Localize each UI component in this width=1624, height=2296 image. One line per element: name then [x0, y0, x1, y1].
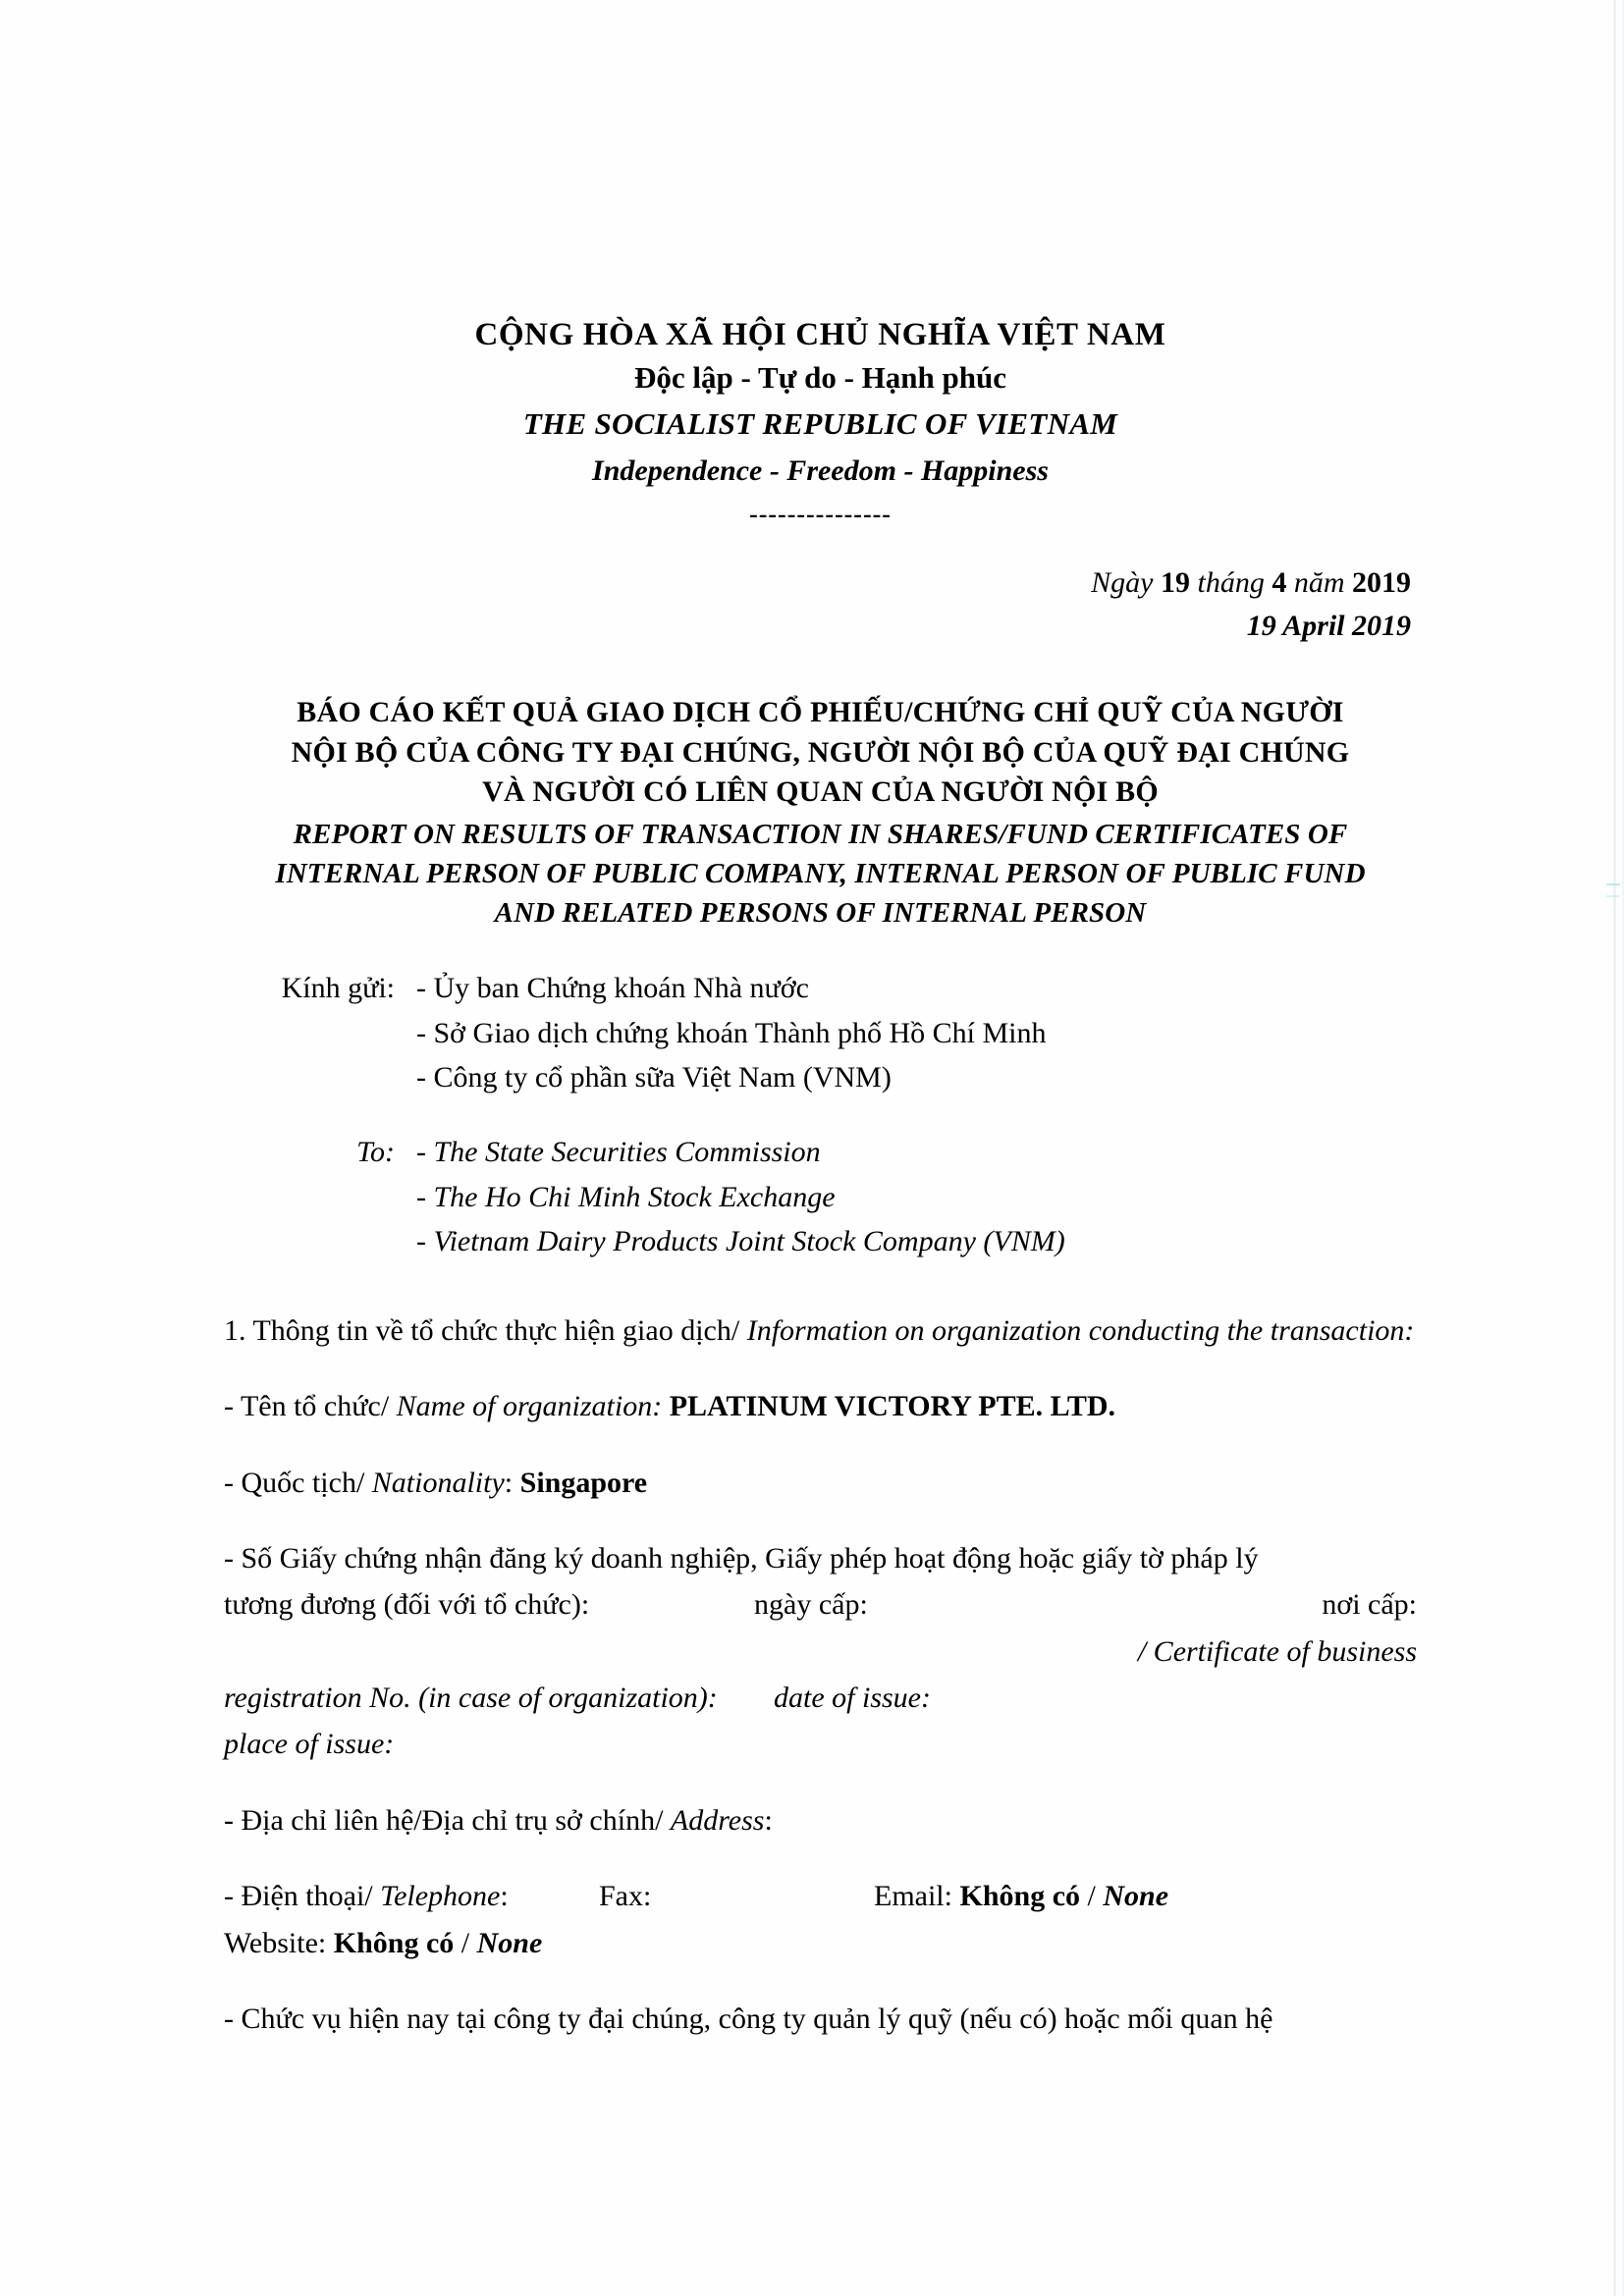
contact-row	[224, 1873, 1417, 1919]
address-colon: :	[764, 1803, 773, 1837]
recipient-item: - Vietnam Dairy Products Joint Stock Company (VNM)	[416, 1225, 1065, 1258]
current-position-line: - Chức vụ hiện nay tại công ty đại chúng, công ty quản lý quỹ (nếu có) hoặc mối quan hệ	[224, 2002, 1273, 2036]
telephone-colon: :	[500, 1880, 509, 1913]
organization-name-label-vietnamese: - Tên tổ chức/	[224, 1390, 397, 1423]
document-title-english: REPORT ON RESULTS OF TRANSACTION IN SHARES/FUND CERTIFICATES OF INTERNAL PERSON OF PUBLIC COMPANY, INTERNAL PERSON OF PUBLIC FUND AND RELATED PERSONS OF INTERNAL PERSON	[275, 819, 1366, 930]
registration-equivalent-label: tương đương (đối với tổ chức):	[224, 1588, 590, 1622]
website-row	[224, 1920, 1417, 1966]
registration-line-3	[224, 1629, 1417, 1675]
email-label: Email:	[874, 1880, 960, 1913]
email-value-vietnamese: Không có	[959, 1880, 1081, 1913]
organization-name-row	[224, 1383, 1417, 1429]
registration-number-label-english: registration No. (in case of organization):	[224, 1682, 718, 1715]
recipient-item: - The Ho Chi Minh Stock Exchange	[416, 1180, 836, 1213]
registration-line-5	[224, 1721, 1417, 1767]
certificate-of-business-label: / Certificate of business	[1137, 1634, 1417, 1668]
document-title-vietnamese: BÁO CÁO KẾT QUẢ GIAO DỊCH CỔ PHIẾU/CHỨNG CHỈ QUỸ CỦA NGƯỜI NỘI BỘ CỦA CÔNG TY ĐẠI CHÚNG, NGƯỜI NỘI BỘ CỦA QUỸ ĐẠI CHÚNG VÀ NGƯỜI CÓ LIÊN QUAN CỦA NGƯỜI NỘI BỘ	[291, 695, 1350, 809]
section-1-heading-english: Information on organization conducting the transaction:	[746, 1313, 1415, 1347]
recipients-label-english: To:	[356, 1135, 395, 1168]
recipients-label-vietnamese: Kính gửi:	[281, 972, 395, 1005]
document-title-block	[224, 693, 1417, 933]
recipients-list-vietnamese	[416, 966, 1047, 1100]
date-english: 19 April 2019	[1246, 610, 1411, 643]
country-name-english: THE SOCIALIST REPUBLIC OF VIETNAM	[522, 406, 1118, 442]
nationality-row	[224, 1460, 1417, 1506]
scan-edge-artifact	[1613, 0, 1616, 2296]
registration-date-label-english: date of issue:	[774, 1682, 931, 1715]
header-separator-rule: ---------------	[749, 499, 892, 528]
website-value-english: None	[476, 1926, 543, 1959]
recipients-list-english	[416, 1130, 1065, 1264]
registration-date-label-vietnamese: ngày cấp:	[754, 1588, 868, 1622]
telephone-field	[224, 1873, 599, 1919]
registration-line-1: - Số Giấy chứng nhận đăng ký doanh nghiệp, Giấy phép hoạt động hoặc giấy tờ pháp lý	[224, 1541, 1259, 1575]
telephone-label-vietnamese: - Điện thoại/	[224, 1880, 381, 1913]
registration-place-label-english: place of issue:	[224, 1728, 395, 1761]
registration-line-2	[224, 1581, 1417, 1628]
date-vi-day: 19	[1160, 565, 1190, 599]
date-vi-year-word: năm	[1286, 565, 1352, 599]
national-motto-english: Independence - Freedom - Happiness	[592, 454, 1049, 487]
organization-name-label-english: Name of organization:	[396, 1390, 663, 1423]
fax-label: Fax:	[599, 1880, 652, 1913]
email-value-separator: /	[1080, 1880, 1104, 1913]
registration-place-label-vietnamese: nơi cấp:	[1322, 1588, 1417, 1622]
nationality-value: Singapore	[519, 1466, 648, 1499]
section-1-heading-vietnamese: 1. Thông tin về tổ chức thực hiện giao dịch/	[224, 1313, 747, 1347]
country-name-vietnamese: CỘNG HÒA XÃ HỘI CHỦ NGHĨA VIỆT NAM	[474, 317, 1166, 352]
scan-color-artifact-secondary	[1606, 895, 1620, 897]
recipients-vietnamese-group	[224, 966, 1417, 1100]
date-vi-month-word: tháng	[1189, 565, 1272, 599]
address-row	[224, 1797, 1417, 1843]
date-block	[224, 562, 1417, 648]
nationality-label-english: Nationality	[371, 1466, 505, 1499]
section-1-heading	[224, 1308, 1417, 1354]
nationality-colon: :	[504, 1466, 514, 1499]
recipient-item: - Sở Giao dịch chứng khoán Thành phố Hồ Chí Minh	[416, 1016, 1047, 1049]
registration-line-4	[224, 1675, 1417, 1721]
section-1-body	[224, 1308, 1417, 2043]
date-vi-prefix: Ngày	[1091, 565, 1161, 599]
website-label: Website:	[224, 1926, 334, 1959]
website-value-vietnamese: Không có	[333, 1926, 455, 1959]
recipient-item: - The State Securities Commission	[416, 1135, 821, 1168]
email-value-english: None	[1103, 1880, 1169, 1913]
recipient-item: - Ủy ban Chứng khoán Nhà nước	[416, 972, 809, 1005]
website-value-separator: /	[454, 1926, 477, 1959]
email-field	[874, 1873, 1417, 1919]
national-motto-vietnamese: Độc lập - Tự do - Hạnh phúc	[634, 359, 1006, 395]
document-content	[224, 0, 1417, 2071]
address-label-english: Address	[670, 1803, 765, 1837]
recipient-item: - Công ty cổ phần sữa Việt Nam (VNM)	[416, 1061, 892, 1095]
national-header	[224, 316, 1417, 527]
address-label-vietnamese: - Địa chỉ liên hệ/Địa chỉ trụ sở chính/	[224, 1803, 671, 1837]
telephone-label-english: Telephone	[380, 1880, 501, 1913]
date-vi-month: 4	[1272, 565, 1287, 599]
recipients-english-group	[224, 1130, 1417, 1264]
recipients-block	[224, 966, 1417, 1264]
organization-name-value: PLATINUM VICTORY PTE. LTD.	[669, 1390, 1116, 1423]
scan-color-artifact	[1606, 883, 1620, 885]
nationality-label-vietnamese: - Quốc tịch/	[224, 1466, 372, 1499]
date-vietnamese	[224, 562, 1411, 605]
date-vi-year: 2019	[1352, 565, 1411, 599]
